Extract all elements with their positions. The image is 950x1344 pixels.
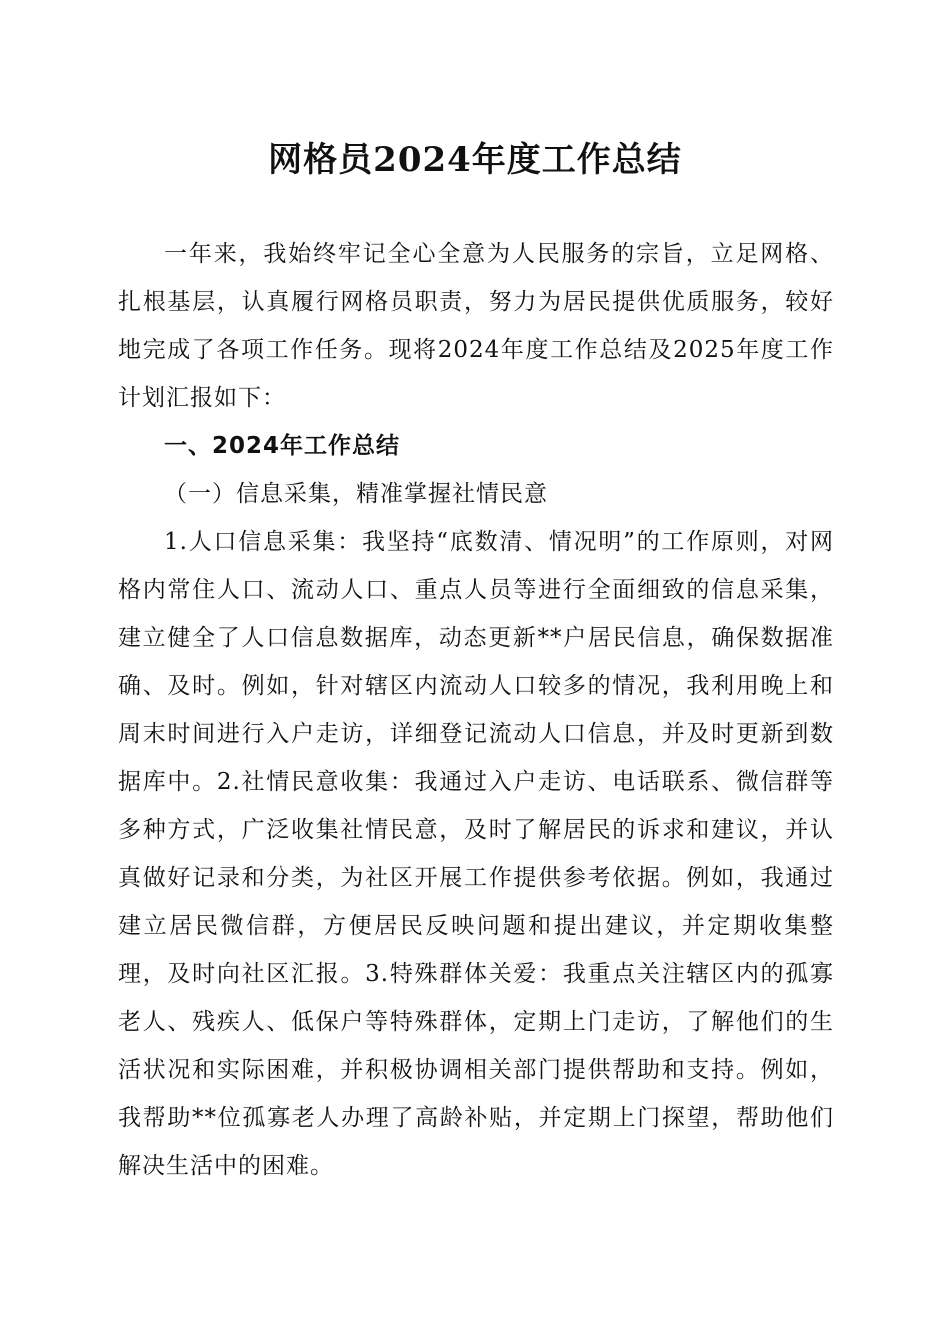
section-heading: 一、2024年工作总结: [164, 433, 401, 459]
body-paragraph: 1.人口信息采集：我坚持“底数清、情况明”的工作原则，对网格内常住人口、流动人口、重点人员等进行全面细致的信息采集，建立健全了人口信息数据库，动态更新**户居民信息，确保数据准确、及时。例如，针对辖区内流动人口较多的情况，我利用晚上和周末时间进行入户走访，详细登记流动人口信息，并及时更新到数据库中。2.社情民意收集：我通过入户走访、电话联系、微信群等多种方式，广泛收集社情民意，及时了解居民的诉求和建议，并认真做好记录和分类，为社区开展工作提供参考依据。例如，我通过建立居民微信群，方便居民反映问题和提出建议，并定期收集整理，及时向社区汇报。3.特殊群体关爱：我重点关注辖区内的孤寡老人、残疾人、低保户等特殊群体，定期上门走访，了解他们的生活状况和实际困难，并积极协调相关部门提供帮助和支持。例如，我帮助**位孤寡老人办理了高龄补贴，并定期上门探望，帮助他们解决生活中的困难。: [118, 529, 834, 1179]
intro-paragraph: 一年来，我始终牢记全心全意为人民服务的宗旨，立足网格、扎根基层，认真履行网格员职责，努力为居民提供优质服务，较好地完成了各项工作任务。现将2024年度工作总结及2025年度工作计划汇报如下：: [118, 241, 834, 411]
subsection-heading: （一）信息采集，精准掌握社情民意: [164, 481, 548, 507]
document-title: 网格员2024年度工作总结: [268, 140, 682, 180]
document-body: [118, 230, 834, 1190]
